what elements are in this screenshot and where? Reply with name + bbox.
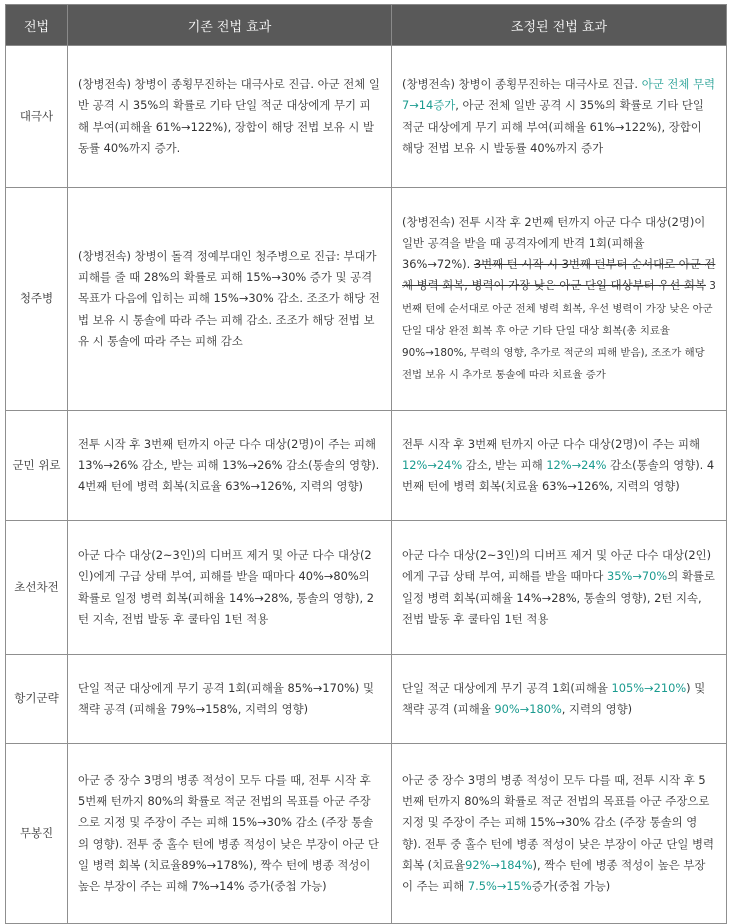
effect-text: 감소, 받는 피해 [462, 457, 547, 472]
changed-value: 35%→70% [607, 569, 668, 584]
original-effect: 단일 적군 대상에게 무기 공격 1회(피해율 85%→170%) 및 책략 공격 (피해율 79%→158%, 지력의 영향) [68, 655, 392, 744]
changed-value: 92%→184% [465, 857, 533, 872]
adjusted-effect [392, 46, 727, 188]
original-effect: (창병전속) 창병이 돌격 정예부대인 청주병으로 진급: 부대가 피해를 줄 때 28%의 확률로 피해 15%→30% 증가 및 공격 목표가 다음에 입히는 피해 15%→30% 감소. 조조가 해당 전법 보유 시 통솔에 따라 주는 피해 감소. 조조가 해당 전법 보유 시 통솔에 따라 주는 피해 감소 [68, 188, 392, 411]
tactic-name: 청주병 [6, 188, 68, 411]
table-row [6, 46, 727, 188]
effect-text: 단일 적군 대상에게 무기 공격 1회(피해율 [402, 680, 612, 695]
adjusted-effect [392, 655, 727, 744]
effect-text: (창병전속) 전투 시작 후 2번째 턴까지 아군 다수 대상(2명)이 일반 공격을 받을 때 공격자에게 반격 1회(피해율 36%→72%). [402, 214, 706, 272]
tactic-name: 군민 위로 [6, 411, 68, 521]
effect-text: 감소(통솔의 영향). 4번째 턴에 병력 회복(치료율 63%→126%, 지력의 영향) [402, 457, 715, 494]
table-row [6, 188, 727, 411]
effect-text: ) 및 책략 공격 (피해율 [402, 680, 706, 716]
adjusted-effect [392, 411, 727, 521]
effect-text: 의 확률로 일정 병력 회복(피해율 14%→28%, 통솔의 영향), 2턴 지속, 전법 발동 후 쿨타임 1턴 적용 [402, 569, 715, 626]
effect-text: 증가(중첩 가능) [531, 878, 611, 893]
changed-value: 105%→210% [611, 680, 687, 695]
changed-value: 12%→24% [546, 457, 607, 472]
effect-text: 전투 시작 후 3번째 턴까지 아군 다수 대상(2명)이 주는 피해 [402, 436, 701, 451]
tactics-comparison-table [5, 4, 727, 924]
table-row [6, 411, 727, 521]
tactic-name: 무봉진 [6, 744, 68, 924]
adjusted-effect [392, 521, 727, 655]
table-row [6, 655, 727, 744]
removed-text: 3번째 턴 시작 시 3번째 턴부터 순서대로 아군 전체 병력 회복, 병력이 가장 낮은 아군 단일 대상부터 우선 회복 [402, 257, 716, 293]
header-original-effect: 기존 전법 효과 [68, 5, 392, 46]
effect-text: (창병전속) 창병이 종횡무진하는 대극사로 진급. [402, 77, 642, 92]
effect-text: ), 짝수 턴에 병종 적성이 높은 부장이 주는 피해 [402, 857, 706, 893]
original-effect: (창병전속) 창병이 종횡무진하는 대극사로 진급. 아군 전체 일반 공격 시 35%의 확률로 기타 단일 적군 대상에게 무기 피해 부여(피해율 61%→122%), 장합이 해당 전법 보유 시 발동률 40%까지 증가. [68, 46, 392, 188]
original-effect: 아군 다수 대상(2~3인)의 디버프 제거 및 아군 다수 대상(2인)에게 구급 상태 부여, 피해를 받을 때마다 40%→80%의 확률로 일정 병력 회복(피해율 14%→28%, 통솔의 영향), 2턴 지속, 전법 발동 후 쿨타임 1턴 적용 [68, 521, 392, 655]
tactic-name: 항기군략 [6, 655, 68, 744]
effect-text: 3번째 턴에 순서대로 아군 전체 병력 회복, 우선 병력이 가장 낮은 아군 단일 대상 완전 회복 후 아군 기타 단일 대상 회복(총 치료율 90%→180%, 무력의 영향, 추가로 적군의 피해 받음), 조조가 해당 전법 보유 시 추가로 통솔에 따라 치료율 증가 [402, 280, 716, 382]
effect-text: , 지력의 영향) [561, 702, 633, 716]
changed-value: 7.5%→15% [467, 878, 532, 893]
table-row [6, 521, 727, 655]
original-effect: 전투 시작 후 3번째 턴까지 아군 다수 대상(2명)이 주는 피해 13%→26% 감소, 받는 피해 13%→26% 감소(통솔의 영향). 4번째 턴에 병력 회복(치료율 63%→126%, 지력의 영향) [68, 411, 392, 521]
table-header-row [6, 5, 727, 46]
effect-text: 아군 다수 대상(2~3인)의 디버프 제거 및 아군 다수 대상(2인)에게 구급 상태 부여, 피해를 받을 때마다 [402, 548, 712, 584]
tactic-name: 초선차전 [6, 521, 68, 655]
original-effect: 아군 중 장수 3명의 병종 적성이 모두 다를 때, 전투 시작 후 5번째 턴까지 80%의 확률로 적군 전법의 목표를 아군 주장으로 지정 및 주장이 주는 피해 15%→30% 감소 (주장 통솔의 영향). 전투 중 홀수 턴에 병종 적성이 낮은 부장이 아군 단일 병력 회복 (치료율89%→178%), 짝수 턴에 병종 적성이 높은 부장이 주는 피해 7%→14% 증가(중첩 가능) [68, 744, 392, 924]
table-row [6, 744, 727, 924]
tactic-name: 대극사 [6, 46, 68, 188]
effect-text: , 아군 전체 일반 공격 시 35%의 확률로 기타 단일 적군 대상에게 무기 피해 부여(피해율 61%→122%), 장합이 해당 전법 보유 시 발동률 40%까지 증가 [402, 98, 704, 155]
header-adjusted-effect: 조정된 전법 효과 [392, 5, 727, 46]
changed-value: 12%→24% [402, 457, 463, 472]
changed-value: 아군 전체 무력 7→14증가 [402, 77, 715, 113]
adjusted-effect [392, 744, 727, 924]
adjusted-effect [392, 188, 727, 411]
effect-text: 아군 중 장수 3명의 병종 적성이 모두 다를 때, 전투 시작 후 5번째 턴까지 80%의 확률로 적군 전법의 목표를 아군 주장으로 지정 및 주장이 주는 피해 15%→30% 감소 (주장 통솔의 영향). 전투 중 홀수 턴에 병종 적성이 낮은 부장이 아군 단일 병력 회복 (치료율 [402, 772, 714, 872]
changed-value: 90%→180% [494, 702, 562, 716]
header-tactic: 전법 [6, 5, 68, 46]
